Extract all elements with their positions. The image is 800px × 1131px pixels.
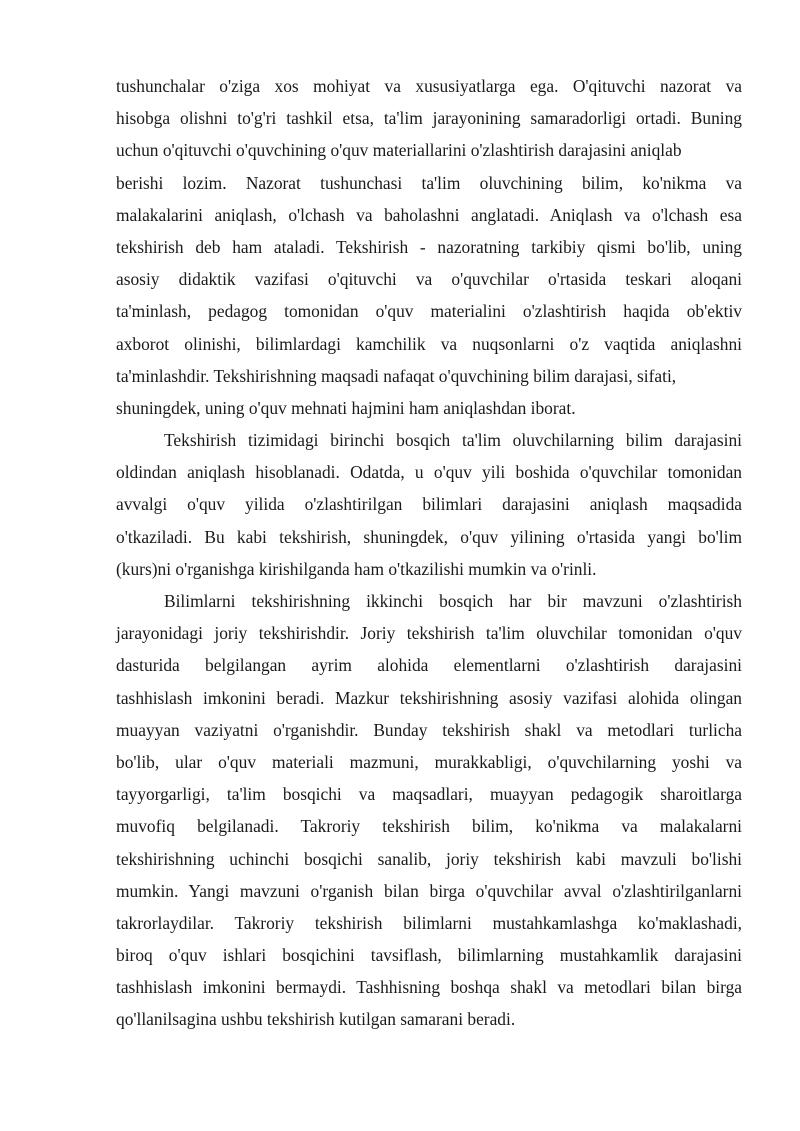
text-line: qo'llanilsagina ushbu tekshirish kutilgan samarani beradi.	[116, 1009, 516, 1030]
text-line: muvofiq belgilanadi. Takroriy tekshirish bilim, ko'nikma va malakalarni	[116, 816, 742, 837]
text-line: tashhislash imkonini bermaydi. Tashhisning boshqa shakl va metodlari bilan birga	[116, 977, 742, 998]
text-line: ta'minlashdir. Tekshirishning maqsadi nafaqat o'quvchining bilim darajasi, sifati,	[116, 365, 677, 386]
text-line: dasturida belgilangan ayrim alohida elementlarni o'zlashtirish darajasini	[116, 655, 742, 676]
text-line: tekshirish deb ham ataladi. Tekshirish - nazoratning tarkibiy qismi bo'lib, uning	[116, 236, 742, 257]
text-line: biroq o'quv ishlari bosqichini tavsiflash, bilimlarning mustahkamlik darajasini	[116, 945, 742, 966]
text-line: malakalarini aniqlash, o'lchash va baholashni anglatadi. Aniqlash va o'lchash esa	[116, 204, 742, 225]
text-line: tayyorgarligi, ta'lim bosqichi va maqsadlari, muayyan pedagogik sharoitlarga	[116, 784, 742, 805]
text-line: berishi lozim. Nazorat tushunchasi ta'lim oluvchining bilim, ko'nikma va	[116, 172, 742, 193]
text-line: bo'lib, ular o'quv materiali mazmuni, murakkabligi, o'quvchilarning yoshi va	[116, 751, 742, 772]
text-line: tekshirishning uchinchi bosqichi sanalib, joriy tekshirish kabi mavzuli bo'lishi	[116, 848, 742, 869]
text-line: mumkin. Yangi mavzuni o'rganish bilan birga o'quvchilar avval o'zlashtirilganlarni	[116, 880, 742, 901]
text-line: muayyan vaziyatni o'rganishdir. Bunday tekshirish shakl va metodlari turlicha	[116, 719, 742, 740]
text-line: avvalgi o'quv yilida o'zlashtirilgan bilimlari darajasini aniqlash maqsadida	[116, 494, 742, 515]
text-line: axborot olinishi, bilimlardagi kamchilik va nuqsonlarni o'z vaqtida aniqlashni	[116, 333, 742, 354]
text-line: Tekshirish tizimidagi birinchi bosqich ta'lim oluvchilarning bilim darajasini	[164, 430, 742, 451]
text-line: jarayonidagi joriy tekshirishdir. Joriy tekshirish ta'lim oluvchilar tomonidan o'quv	[116, 623, 742, 644]
text-line: oldindan aniqlash hisoblanadi. Odatda, u o'quv yili boshida o'quvchilar tomonidan	[116, 462, 742, 483]
text-line: uchun o'qituvchi o'quvchining o'quv materiallarini o'zlashtirish darajasini aniqlab	[116, 140, 682, 161]
text-line: tashhislash imkonini beradi. Mazkur tekshirishning asosiy vazifasi alohida olingan	[116, 687, 742, 708]
document-body	[116, 70, 742, 1036]
text-line: shuningdek, uning o'quv mehnati hajmini ham aniqlashdan iborat.	[116, 397, 576, 418]
text-line: o'tkaziladi. Bu kabi tekshirish, shuningdek, o'quv yilining o'rtasida yangi bo'lim	[116, 526, 742, 547]
text-line: asosiy didaktik vazifasi o'qituvchi va o'quvchilar o'rtasida teskari aloqani	[116, 269, 742, 290]
text-line: hisobga olishni to'g'ri tashkil etsa, ta'lim jarayonining samaradorligi ortadi. Buning	[116, 108, 742, 129]
text-line: Bilimlarni tekshirishning ikkinchi bosqich har bir mavzuni o'zlashtirish	[164, 591, 742, 611]
text-line: (kurs)ni o'rganishga kirishilganda ham o'tkazilishi mumkin va o'rinli.	[116, 558, 597, 579]
text-line: ta'minlash, pedagog tomonidan o'quv materialini o'zlashtirish haqida ob'ektiv	[116, 301, 742, 322]
text-line: tushunchalar o'ziga xos mohiyat va xususiyatlarga ega. O'qituvchi nazorat va	[116, 76, 742, 96]
text-line: takrorlaydilar. Takroriy tekshirish bilimlarni mustahkamlashga ko'maklashadi,	[116, 912, 742, 933]
